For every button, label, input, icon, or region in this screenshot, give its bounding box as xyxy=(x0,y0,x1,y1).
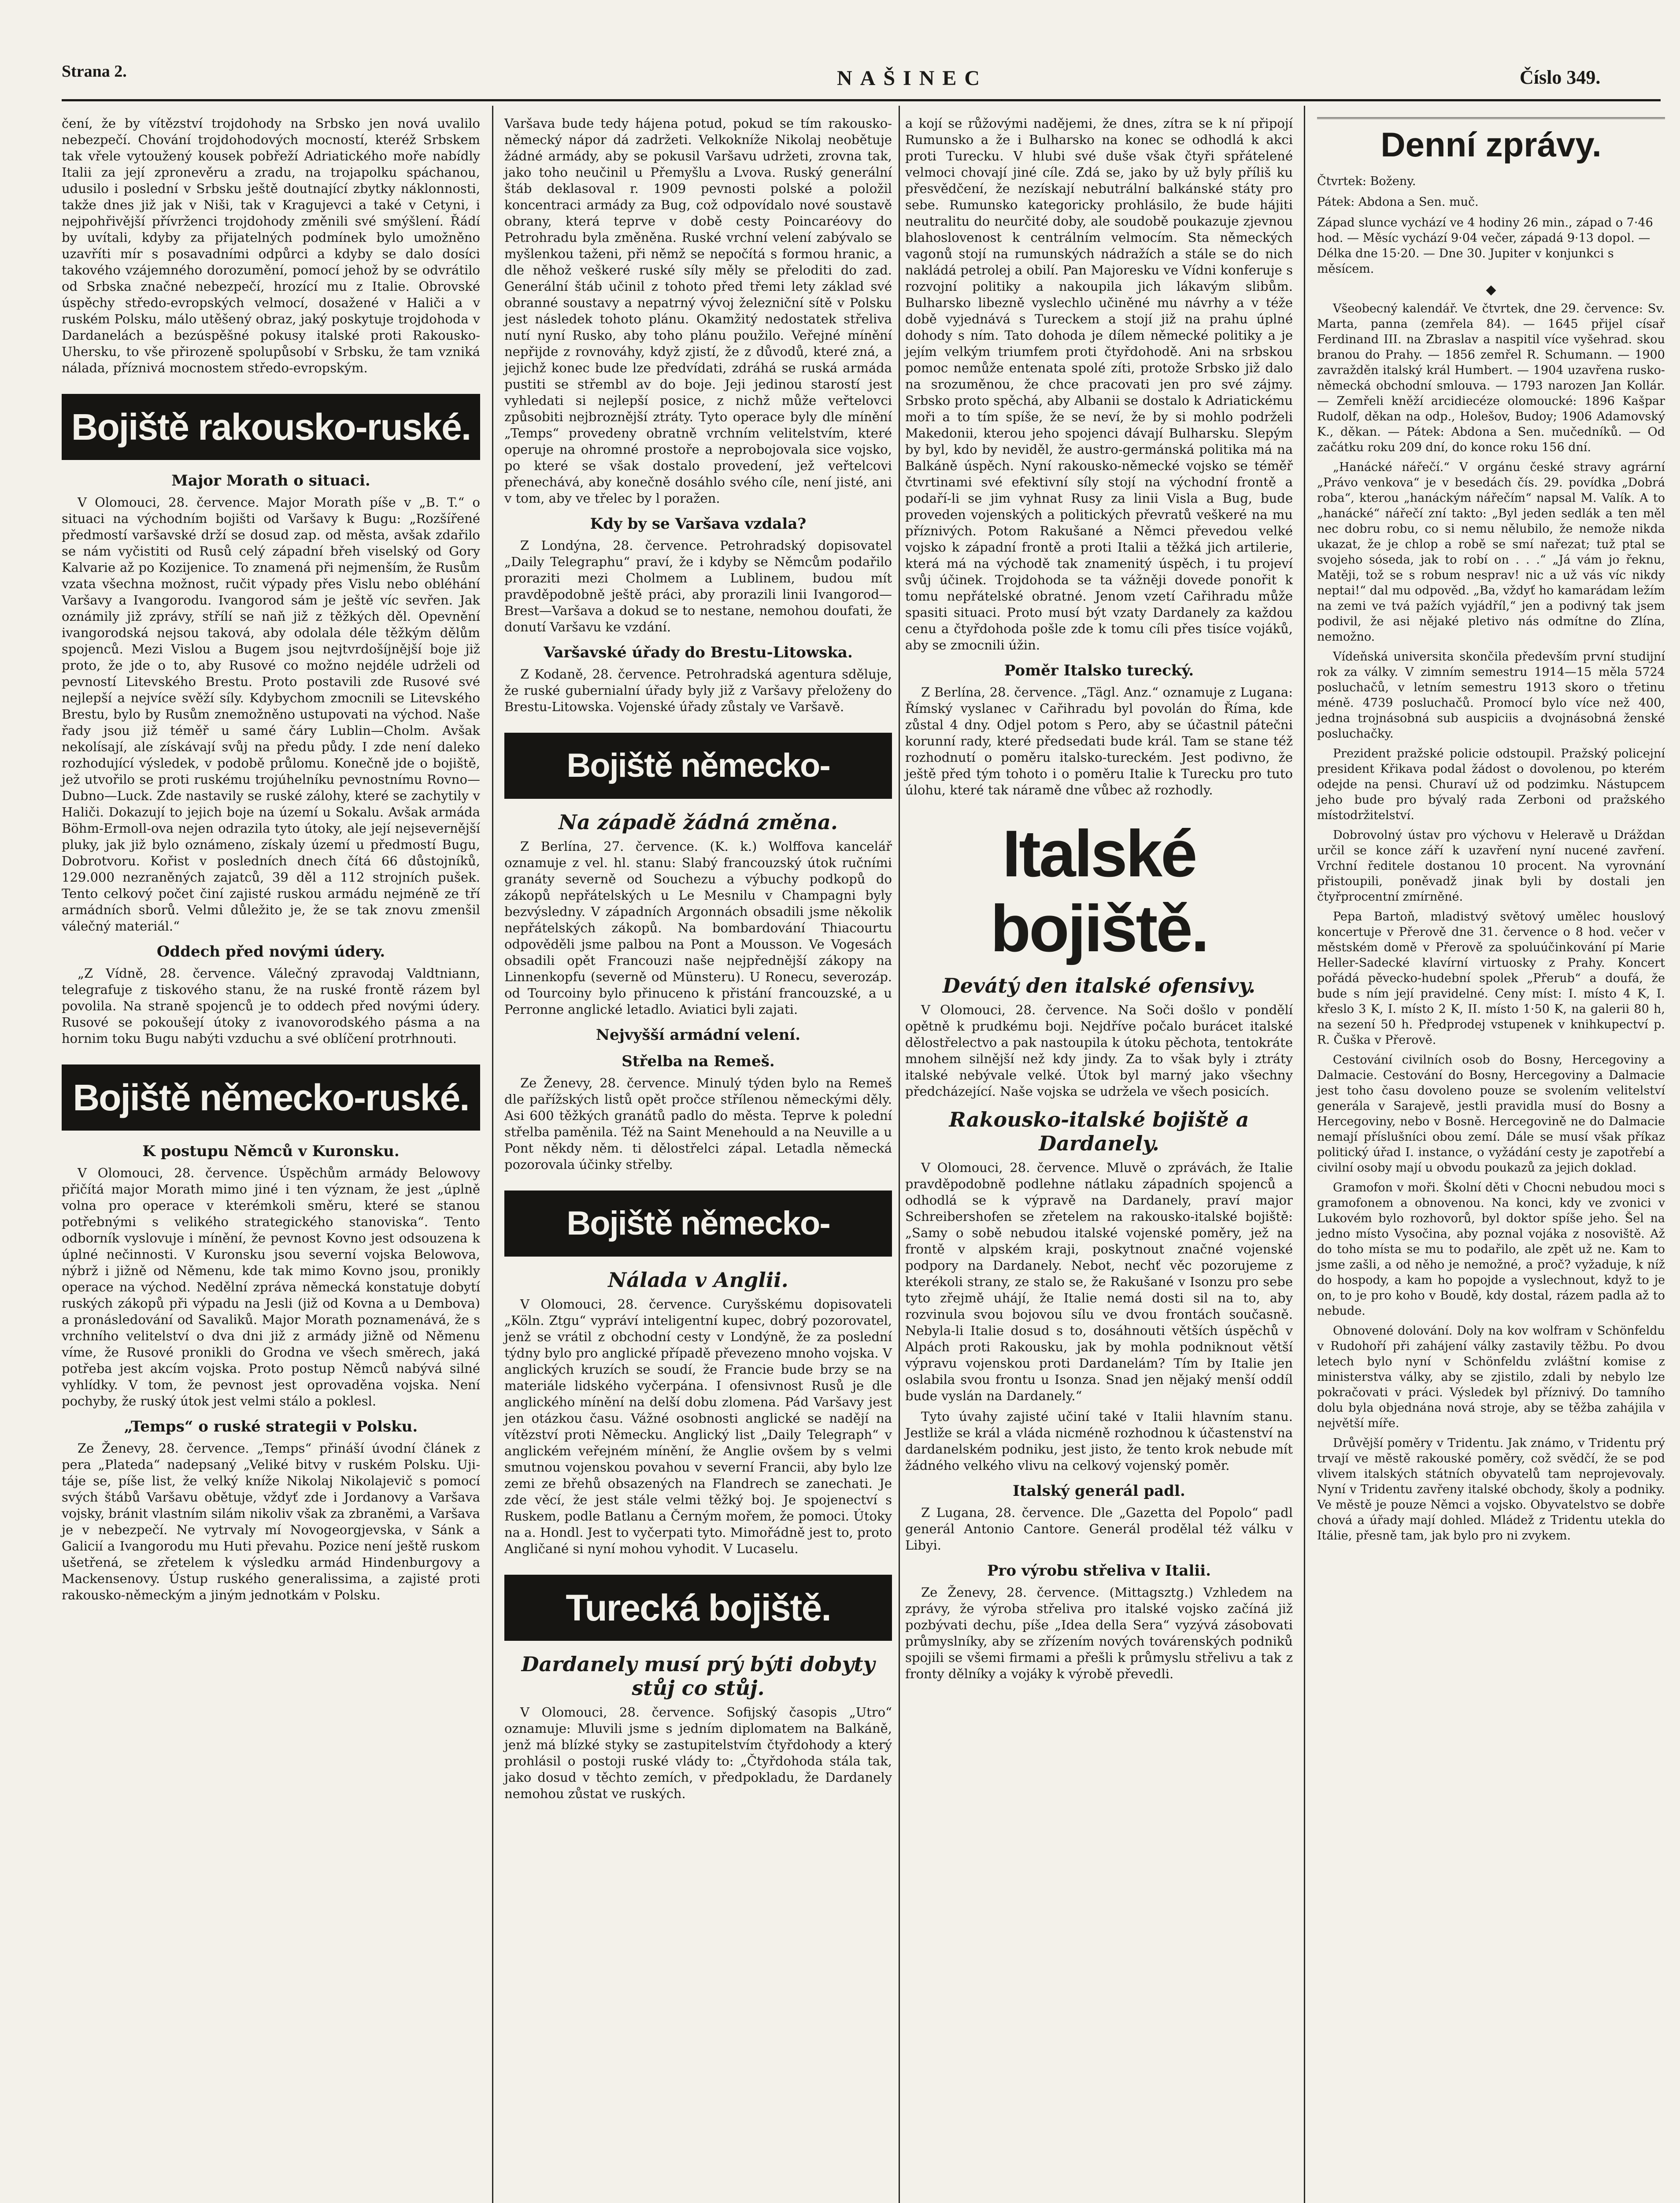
article-paragraph: Tyto úvahy zajisté učiní také v Italii hlavním stanu. Jestliže se král a vláda nicméně rozhodnou k účastenství na dardanelském podniku, jest jisto, že tento krok nebude mít žádného velkého vlivu na celkový vojenský poměr. xyxy=(905,1409,1293,1473)
article-headline: „Temps“ o ruské strategii v Polsku. xyxy=(124,1418,418,1435)
article-paragraph: Z Kodaně, 28. července. Petrohradská agentura sděluje, že ruské gubernialní úřady byly již z Varšavy přeloženy do Brestu-Litowska. Vojenské úřady zůstaly ve Varšavě. xyxy=(504,667,892,714)
news-item: Cestování civilních osob do Bosny, Hercegoviny a Dalmacie. Cestování do Bosny, Hercegoviny a Dalmacie jest toho času dovoleno pouze se svolením velitelství generála v Sarajevě, jestli pravidla musí do Bosny a Hercegoviny, nebo v Bosně. Hercegovině ne do Dalmacie nemají příslušníci obou zemí. Dále se musí však příkaz politický úřad I. instance, o vyžádání cesty je zapotřebí a civilní osoby mají u obvodu poukazů za jejich doklad. xyxy=(1317,1053,1665,1175)
news-item: Prezident pražské policie odstoupil. Pražský policejní president Křikava podal žádost o dovolenou, po kterém odejde na pensi. Churaví už od podzimku. Nástupcem jeho bude pro bývalý rada Zerboni od pražského místodržitelství. xyxy=(1317,747,1665,822)
column-divider xyxy=(1304,106,1305,2203)
article-paragraph: V Olomouci, 28. července. Úspěchům armády Belowovy přičítá major Morath mimo jiné i ten význam, že jest „úplně volna pro operace v kterémkoli směru, které se stanou potřebnými s velikého strategického stanoviska“. Tento odborník vyslovuje i mínění, že pevnost Kovno jest odsouzena k úplné nečinnosti. V Kuronsku jsou severní vojska Belowova, nýbrž i jižně od Němenu, kde tak mimo Kovno jsou, pronikly operace na východ. Nedělní zpráva německá konstatuje dobytí ruských zákopů při výpadu na Jesli (již od Kovna a u Dembova) a pronásledování od Savaliků. Major Morath poznamenává, že s vrchního velitelství o dva dni již z armády jižně od Němenu víme, že Rusové pronikli do Grodna ve všech směrech, jaká potřeba jest akcím vojska. Proto postup Němců nabývá silné vyhlídky. V tom, že pevnost jest oprovaděna vojska. Není pochyby, že ruský útok jest velmi stálo a poklesl. xyxy=(62,1165,480,1409)
news-item: Všeobecný kalendář. Ve čtvrtek, dne 29. července: Sv. Marta, panna (zemřela 84). — 1645 přijel císař Ferdinand III. na Zbraslav a naspitil více vyšehrad. skou branou do Prahy. — 1856 zemřel R. Schumann. — 1900 zavražděn italský král Humbert. — 1904 uzavřena rusko-německá obchodní smlouva. — 1793 narozen Jan Kollár. — Zemřeli kněží arcidiecéze olomoucké: 1896 Kašpar Rudolf, děkan na odp., Holešov, Budoy; 1906 Adamovský K., děkan. — Pátek: Abdona a Sen. mučedníků. — Od začátku roku 209 dní, do konce roku 156 dní. xyxy=(1317,302,1665,454)
article-headline: Oddech před novými údery. xyxy=(156,943,385,961)
column-2 xyxy=(504,115,892,1806)
separator-diamond: ◆ xyxy=(1486,282,1496,297)
column-4 xyxy=(1317,115,1665,1548)
article-headline: Na západě žádná změna. xyxy=(559,810,838,834)
section-heading: Bojiště německo- xyxy=(504,1191,892,1257)
article-paragraph: Ze Ženevy, 28. července. (Mittagsztg.) Vzhledem na zprávy, že výroba střeliva pro italské vojsko začíná již pozbývati dechu, píše „Idea della Sera“ vyzývá zásobovati průmyslníky, aby se zřízením nových továrenských podniků spojili se všemi firmami a přešli k průmyslu střelivu a tak z fronty dělníky a vojáky k výrobě převedli. xyxy=(905,1585,1293,1681)
article-headline: Nálada v Anglii. xyxy=(608,1268,788,1292)
article-headline: Varšavské úřady do Brestu-Litowska. xyxy=(544,644,853,661)
article-paragraph: Z Berlína, 27. července. (K. k.) Wolffova kancelář oznamuje z vel. hl. stanu: Slabý francouzský útok ručními granáty severně od Souchezu a výbuchy podkopů do zákopů nepřátelských u Le Mesnilu v Champagni byly bezvýsledny. V západních Argonnách obsadili jsme několik nepřátelských zákopů. Na bombardování Thiacourtu odpověděli jsme palbou na Pont a Mousson. Ve Vogesách obsadili opět Francouzi naše nejpřednější zákopy na Linnenkopfu (severně od Münsteru). U Ronecu, severozáp. od Tourcoiny bylo přinuceno k přistání francouzské, a u Perronne anglické letadlo. Aviatici byli zajati. xyxy=(504,839,892,1017)
article-paragraph: Ze Ženevy, 28. července. Minulý týden bylo na Remeš dle pařížských listů opět pročce střílenou německými děly. Asi 600 těžkých granátů padlo do města. Teprve k polední střelba paměnila. Též na Saint Menehould a na Neuville a u Pont někdy něm. ti dělostřelci zápal. Letadla německá pozorovala účinky střelby. xyxy=(504,1076,892,1172)
issue-number: Číslo 349. xyxy=(1520,67,1601,88)
column-divider xyxy=(899,106,900,2203)
article-paragraph: V Olomouci, 28. července. Sofijský časopis „Utro“ oznamuje: Mluvili jsme s jedním diplomatem na Balkáně, jenž má blízké styky se zastupitelstvím čtyřdohody a který prohlásil o postoji ruské vlády to: „Čtyřdohoda stála tak, jako dosud v těchto zemích, v předpokladu, že Dardanely nemohou zůstat ve ruských. xyxy=(504,1705,892,1801)
article-headline: Poměr Italsko turecký. xyxy=(1004,662,1194,679)
header-rule xyxy=(62,99,1661,101)
page-number: Strana 2. xyxy=(62,62,127,81)
article-paragraph: „Z Vídně, 28. července. Válečný zpravodaj Valdtniann, telegrafuje z tiskového stanu, že na ruské frontě rázem byl povolila. Na straně spojenců je to oddech před novými údery. Rusové se pokoušejí útoky z ivanovorodského pásma a na hornim toku Bugu nabýti vzduchu a své oblíčení protrhnouti. xyxy=(62,966,480,1046)
article-headline: Major Morath o situaci. xyxy=(171,472,370,490)
section-heading: Italské bojiště. xyxy=(990,816,1208,965)
calendar-line: Pátek: Abdona a Sen. muč. xyxy=(1317,195,1479,209)
article-headline: K postupu Němců v Kuronsku. xyxy=(142,1142,400,1160)
calendar-line: Západ slunce vychází ve 4 hodiny 26 min., západ o 7·46 hod. — Měsíc vychází 9·04 večer, západá 9·13 dopol. — Délka dne 15·20. — Dne 30. Jupiter v konjunkci s měsícem. xyxy=(1317,216,1653,276)
column-3 xyxy=(905,115,1293,1687)
article-headline: Devátý den italské ofensivy. xyxy=(942,974,1256,998)
article-paragraph: a kojí se růžovými nadějemi, že dnes, zítra se k ní připojí Rumunsko a že i Bulharsko na konec se odhodlá k akci proti Turecku. V hlubi své duše však čtyři spřátelené velmoci chovají jiné cíle. Zdá se, jako by už byly příliš ku přesvědčení, že nezískají nebutrální balkánské státy pro sebe. Rumunsko kategoricky prohlásilo, že bude hájiti neutralitu do neurčité doby, ale soudobě poukazuje zjevnou blahoslovenost k centrálním velmocím. Sta německých vagonů stojí na rumunských nádražích a stále se do nich nakládá petrolej a obilí. Pan Majoresku ve Vídni konferuje s rozvojní politiky a nakoupila jich lákavým slibům. Bulharsko libezně vyslechlo učiněné mu návrhy a v téže době vyjednává s Tureckem a stojí již na prahu úplné dohody s ním. Tato dohoda je dílem německé politiky a je jejím velkým triumfem proti čtyřdohodě. Ani na srbskou pomoc nemůže entenata spolé zíti, protože Srbsko již dalo na srozuměnou, že chce pracovati jen pro své zájmy. Srbsko proto spěchá, aby Albanii se dostalo k Adriatickému moři a to tím spíše, že se neví, že by si mohlo podrželi Makedonii, kterou jeho spojenci dávají Bulharsku. Slepým by byl, kdo by neviděl, že austro-germánská politika má na Balkáně úspěch. Nyní rakousko-německé vojsko se téměř čtvrtinami své efektivní síly stojí na východní frontě a podaří-li se jim vyhnat Rusy za linii Visla a Bug, bude proveden vojenských a politických převratů veškeré na mu příznivých. Potom Rakušané a Němci převedou velké vojsko k západní frontě a proti Italii a těžká jich artilerie, která má na východě tak znamenitý úspěch, i tu projeví svůj účinek. Trojdohoda se ta vážněji dovede ponořit k tomu nepřátelské obratné. Jenom vzetí Cařihradu může spasiti situaci. Proto musí být vzaty Dardanely za každou cenu a čtyřdohoda pošle zde k tomu cíli přes tisíce vojáků, aby se zmocnili úžin. xyxy=(905,116,1293,653)
section-heading: Bojiště německo- xyxy=(504,733,892,799)
article-paragraph: Ze Ženevy, 28. července. „Temps“ přináší úvodní článek z pera „Plateda“ nadepsaný „Veliké bitvy v ruském Polsku. Uji-táje se, píše list, že velký kníže Nikolaj Nikolajevič s pomocí svých štábů Varšavu obětuje, vždyť zde i Jordanovy a Varšava vojsky, bránit vlastním silám nikoliv však za zbraněmi, a Varšava je v nebezpečí. Ne vytrvaly mí Novogeorgjevska, v Sánk a Galicií a Ivangorodu mu Huti převahu. Pozice není ještě ruskom ušetřená, se zřetelem k výsledku armád Hindenburgovy a Mackensenovy. Ústup ruského generalissima, a zajisté proti rakousko-německým a jiným jednotkám v Polsku. xyxy=(62,1441,480,1602)
article-headline: Střelba na Remeš. xyxy=(622,1053,775,1070)
article-paragraph: čení, že by vítězství trojdohody na Srbsko jen nová uvalilo nebezpečí. Chování trojdohodových mocností, kteréž Srbskem tak vřele vytoužený kousek pobřeží Adriatického moře nabídly Italii za její zpronevěru a zradu, na trojapolku spáchanou, udusilo i poslední v Srbsku ještě doutnající zbytky náklonnosti, takže dnes již jak v Niši, tak v Kragujevci a také v Cetyni, i nejpohřivější přívrženci trojdohody změnili své smýšlení. Řádí by uvítali, kdyby za přijatelných podmínek bylo umožněno uzavříti mír s posavadními odpůrci a kdyby se dalo dosíci takového vzájemného dorozumění, pomocí jehož by se odvrátilo od Srbska značné nebezpečí, hrozící mu z Italie. Obrovské úspěchy středo-evropských velmocí, dosažené v Haliči a v ruském Polsku, málo utěšený obraz, jaký poskytuje trojdohoda v Dardanelách a bezúspěšné pokusy italské proti Rakousko-Uhersku, to vše přirozeně spolupůsobí v Srbsku, že tam vzniká nálada, příznivá mocnostem středo-evropským. xyxy=(62,116,480,375)
news-item: Pepa Bartoň, mladistvý světový umělec houslový koncertuje v Přerově dne 31. července o 8 hod. večer v městském domě v Přerově za spoluúčinkování pí Marie Heller-Sadecké klavírní virtuosky z Prahy. Koncert pořádá pěvecko-hudební spolek „Přerub“ a doufá, že bude s ním její pravidelné. Ceny míst: I. místo 4 K, I. křeslo 3 K, I. místo 2 K, II. místo 1·50 K, na galerii 80 h, na sezení 50 h. Předprodej vstupenek v knihkupectví p. R. Čuška v Přerově. xyxy=(1317,910,1665,1047)
article-paragraph: Z Lugana, 28. července. Dle „Gazetta del Popolo“ padl generál Antonio Cantore. Generál prodělal též válku v Libyi. xyxy=(905,1505,1293,1553)
news-item: Drůvější poměry v Tridentu. Jak známo, v Tridentu prý trvají ve městě rakouské poměry, což svědčí, že se pod vlivem italských státních obyvatelů tam neprojevovaly. Nyní v Tridentu zavřeny italské obchody, školy a podniky. Ve městě je pouze Němci a vojsko. Obyvatelstvo se dobře chová a úřady mají dohled. Mládež z Tridentu utekla do Itálie, přesně tam, jak bylo pro ni zvykem. xyxy=(1317,1436,1665,1543)
section-heading: Bojiště rakousko-ruské. xyxy=(62,394,480,460)
section-heading: Bojiště německo-ruské. xyxy=(62,1064,480,1131)
masthead xyxy=(0,0,1680,101)
news-item: Obnovené dolování. Doly na kov wolfram v Schönfeldu v Rudohoří při zahájení války zastavily těžbu. Po dvou letech bylo nyní v Schönfeldu zvláštní komise z ministerstva války, aby se zjistilo, zdali by nebylo lze pokračovati v práci. Výsledek byl příznivý. Do tamního dolu byla objednána nová stroje, aby se těžba zahájila v největší míře. xyxy=(1317,1324,1665,1430)
article-headline: Dardanely musí prý býti dobyty stůj co stůj. xyxy=(521,1652,875,1700)
article-paragraph: Z Londýna, 28. července. Petrohradský dopisovatel „Daily Telegraphu“ praví, že i kdyby se Němcům podařilo proraziti mezi Cholmem a Lublinem, budou mít pravděpodobně ještě práci, aby prorazili linii Ivangorod—Brest—Varšava a dokud se to nestane, nemohou doufati, že donutí Varšavu ke vzdání. xyxy=(504,538,892,634)
news-item: Gramofon v moři. Školní děti v Chocni nebudou moci s gramofonem a obnovenou. Na konci, kdy ve zvonici v Lukovém bylo rozhovorů, byl doktor spíše jeho. Šel na jedno místo Vysočina, aby poznal vojáka z nosoviště. Až do toho místa se mu to podařilo, ale zpět už ne. Kam to jsme zašli, a od něho je nemožné, a proč? vyžaduje, k níž do hospody, a kam ho popojde a vyslechnout, když to je on, to je pro koho v Boudě, kdy dostal, rázem padla až to nebude. xyxy=(1317,1181,1665,1318)
article-headline: Pro výrobu střeliva v Italii. xyxy=(987,1562,1211,1580)
article-paragraph: Z Berlína, 28. července. „Tägl. Anz.“ oznamuje z Lugana: Římský vyslanec v Cařihradu byl povolán do Říma, kde zůstal 4 dny. Odjel potom s Pero, aby se účastnil pátečni korunní rady, které předsedati bude král. Tam se stane též rozhodnutí o poměru italsko-tureckém. Jest podivno, že ještě před tým tohoto i o poměru Italie k Turecku pro tuto úlohu, které tak náramě dne vůbec až rozhodly. xyxy=(905,685,1293,797)
article-headline: Kdy by se Varšava vzdala? xyxy=(590,515,807,533)
section-heading: Rakousko-italské bojiště a Dardanely. xyxy=(949,1108,1249,1155)
article-paragraph: V Olomouci, 28. července. Mluvě o zprávách, že Italie pravděpodobně podlehne nátlaku západních spojenců a odhodlá se k výpravě na Dardanely, praví major Schreibershofen se zřetelem na rakousko-italské bojiště: „Samy o sobě nebudou italské vojenské poměry, jež na frontě v alpském kraji, poskytnout značné vojenské podpory na Dardanely. Nebot, nechť věc pozorujeme z kterékoli strany, ze stalo se, že Rakušané v Isonzu pro sebe tyto zřejmě uhájí, že Italie nemá dosti sil na to, aby rozvinula svou bojovou sílu ve dvou frontách současně. Nebyla-li Italie dosud s to, dosáhnouti větších úspěchů v Alpách proti Rakousku, jak by mohla podniknout větší výpravu vojenskou proti Dardanelám? Tím by Italie jen oslabila svou frontu u Isonza. Snad jen nějaký menší oddíl bude vyslán na Dardanely.“ xyxy=(905,1160,1293,1403)
article-paragraph: V Olomouci, 28. července. Major Morath píše v „B. T.“ o situaci na východním bojišti od Varšavy k Bugu: „Rozšířené předmostí varšavské drží se dosud zap. od města, avšak zdařilo se nám vyčistiti od Rusů celý západní břeh viselský od Gory Kalvarie až po Kozijenice. To znamená při nejmenším, že Rusům vzata všechna možnost, ručit výpady přes Vislu nebo obléhání Varšavy a Ivangorodu. Ivangorod sám je ještě víc sevřen. Jak oznámily již zprávy, střílí se naň již z těžkých děl. Opevnění ivangorodská nejsou taková, aby odolala déle těžkým dělům spojenců. Mezi Vislou a Bugem jsou nejtvrdošíjnější boje již proto, že jde o to, aby Rusové co možno nejdéle udrželi od pevností Litevského Brestu. Proto postavili zde Rusové své nejlepší a nejvíce svěží síly. Kdybychom zmocnili se Litevského Brestu, bylo by Rusům znemožněno ustupovati na východ. Naše řady jsou již téměř u samé čáry Lublin—Cholm. Avšak nekolísají, ale získávají svůj na předu půdy. I zde není daleko rozhodující výsledek, v podobě průlomu. Konečně jde o bojiště, jež utvořilo se proti ruskému trojúhelníku pevnostnímu Rovno—Dubno—Luck. Zde nastavily se ruské zálohy, které se zachytily v Haliči. Dokazují to jejich boje na území u Sokalu. Avšak armáda Böhm-Ermoll-ova nejen odrazila tyto útoky, ale její nejsevernější pluky, jak již bylo oznámeno, získaly území u předmostí Bugu, Dobrotvoru. Kořist v posledních dnech čítá 66 důstojníků, 129.000 nezraněných zajatců, 39 děl a 112 strojních pušek. Tento celkový počet činí zajisté ruskou armádu nejméně ze tří armádních sborů. Velmi důležito je, že se tak znovu zmenšil válečný materiál.“ xyxy=(62,495,480,934)
column-1 xyxy=(62,115,480,1608)
article-paragraph: V Olomouci, 28. července. Na Soči došlo v pondělí opětně k prudkému boji. Nejdříve počalo burácet italské dělostřelectvo a pak nastoupila k útoku pěchota, tentokráte mnohem silnější než kdy jindy. Za to však byly i ztráty italské nebývale velké. Útok byl marný jako všechny předcházející. Naše vojska se udržela ve všech posicích. xyxy=(905,1002,1293,1099)
article-headline: Nejvyšší armádní velení. xyxy=(596,1026,801,1044)
news-item: Vídeňská universita skončila především první studijní rok za války. V zimním semestru 1914—15 měla 5724 posluchačů, v letním semestru 1913 skoro o třetinu méně. 4739 posluchačů. Promocí bylo více než 400, jedna trojnásobná sub auspiciis a dvojnásobná ženské posluchačky. xyxy=(1317,650,1665,741)
article-paragraph: Varšava bude tedy hájena potud, pokud se tím rakousko-německý nápor dá zadržeti. Velkokníže Nikolaj neobětuje žádné armády, aby se pokusil Varšavu udržeti, zrovna tak, jako toho neučinil u Přemyšlu a Lvova. Ruský generální štáb deklasoval r. 1909 pevnosti polské a položil koncentraci armády za Bug, což odpovídalo nové soustavě obrany, která teprve v době cesty Poincaréovy do Petrohradu byla změněna. Ruské vrchní velení zabývalo se myšlenkou taženi, při němž se nepočítá s formou hranic, a dle něhož veškeré ruské síly měly se přeloditi do zad. Generální štáb učinil z tohoto před třemi lety základ své obranné soustavy a nepatrný vývoj železniční sítě v Polsku jest následek tohoto plánu. Okamžitý nedostatek střeliva nutí nyní Rusko, aby toho plánu použilo. Veřejné mínění nepřijde z rovnováhy, když zjistí, že z důvodů, které zná, a jejichž konec bude lze předvídati, zdráhá se ruská armáda pustiti se střembl av do boje. Jeji jedinou starostí jest vyhledati si nejlepší posice, z nichž může veřtelovci způsobiti nejbroznější ztráty. Tyto operace byly dle mínění „Temps“ provedeny obratně vrchním velitelstvím, které operuje na ohromné prostoře a neprobojovala sice vojsko, po které se však dostalo provedení, jež veřtelcovi přenechává, aby konečně dosáhlo svého cíle, není jisté, ani v tom, aby ve třelec by l poražen. xyxy=(504,116,892,506)
article-paragraph: V Olomouci, 28. července. Curyšskému dopisovateli „Köln. Ztgu“ vypráví inteligentní kupec, dobrý pozorovatel, jenž se vrátil z obchodní cesty v Londýně, že za poslední týdny bylo pro anglické případě převezeno mnoho vojska. V anglických kruzích se soudí, že Francie bude brzy se na materiále lidského vyčerpána. I ofensivnost Rusů je dle anglického mínění na delší dobu zlomena. Pád Varšavy jest jen otázkou času. Vážné osobnosti anglické se nadějí na vítězství proti Německu. Anglický list „Daily Telegraph“ v anglickém veřejném mínění, že Anglie ovšem by s velmi smutnou vojenskou povahou v severní Francii, aby bylo lze zemi ze břehů obsazených na Flandrech se zanechati. Je zde věcí, že jest stále velmi těžký boj. Je spojenectví s Ruskem, podle Batlanu a Černým mořem, že pomoci. Útoky na a. Hondl. Jest to vyčerpati tyto. Mimořádně jest to, proto Angličané si nyní mohou vyhodit. V Lucaselu. xyxy=(504,1297,892,1556)
section-heading: Turecká bojiště. xyxy=(504,1575,892,1641)
news-item: „Hanácké nářečí.“ V orgánu české stravy agrární „Právo venkova“ je v besedách čís. 29. povídka „Dobrá roba“, kterou „hanáckým nářečím“ napsal M. Valík. A to „hanácké“ nářečí zní takto: „Byl jeden sedlák a ten měl nec dobru robu, co si nemu nělubilo, že nemože nikda ukazat, že je chlop a robě se smí nařezat; tuž ptal se svojeho sóseda, jak to robí on . . .“ „Já vám jo řeknu, Matěji, tož se s robum nesprav! nic a už vás víc nikdy neptai!“ dal mu odpověd. „Ba, vždyť ho kamarádam ležím na zemi ve tvá pažích vyjádříl,“ jen a podivný tak jsem podivil, že asi nějaké pletivo nás odmítne do Zlína, nemožno. xyxy=(1317,460,1665,644)
column-divider xyxy=(492,106,493,2203)
daily-news-title: Denní zprávy. xyxy=(1317,117,1665,167)
news-item: Dobrovolný ústav pro výchovu v Heleravě u Dráždan určil se konce září k uzavření nyní nucené zavření. Vrchní ředitele dostanou 10 procent. Na vyrovnání přistoupili, poněvadž jinak byli by dostali jen čtyřprocentní zmírněné. xyxy=(1317,828,1665,904)
newspaper-title: NAŠINEC xyxy=(837,67,988,90)
calendar-line: Čtvrtek: Boženy. xyxy=(1317,174,1416,188)
article-headline: Italský generál padl. xyxy=(1013,1482,1185,1500)
